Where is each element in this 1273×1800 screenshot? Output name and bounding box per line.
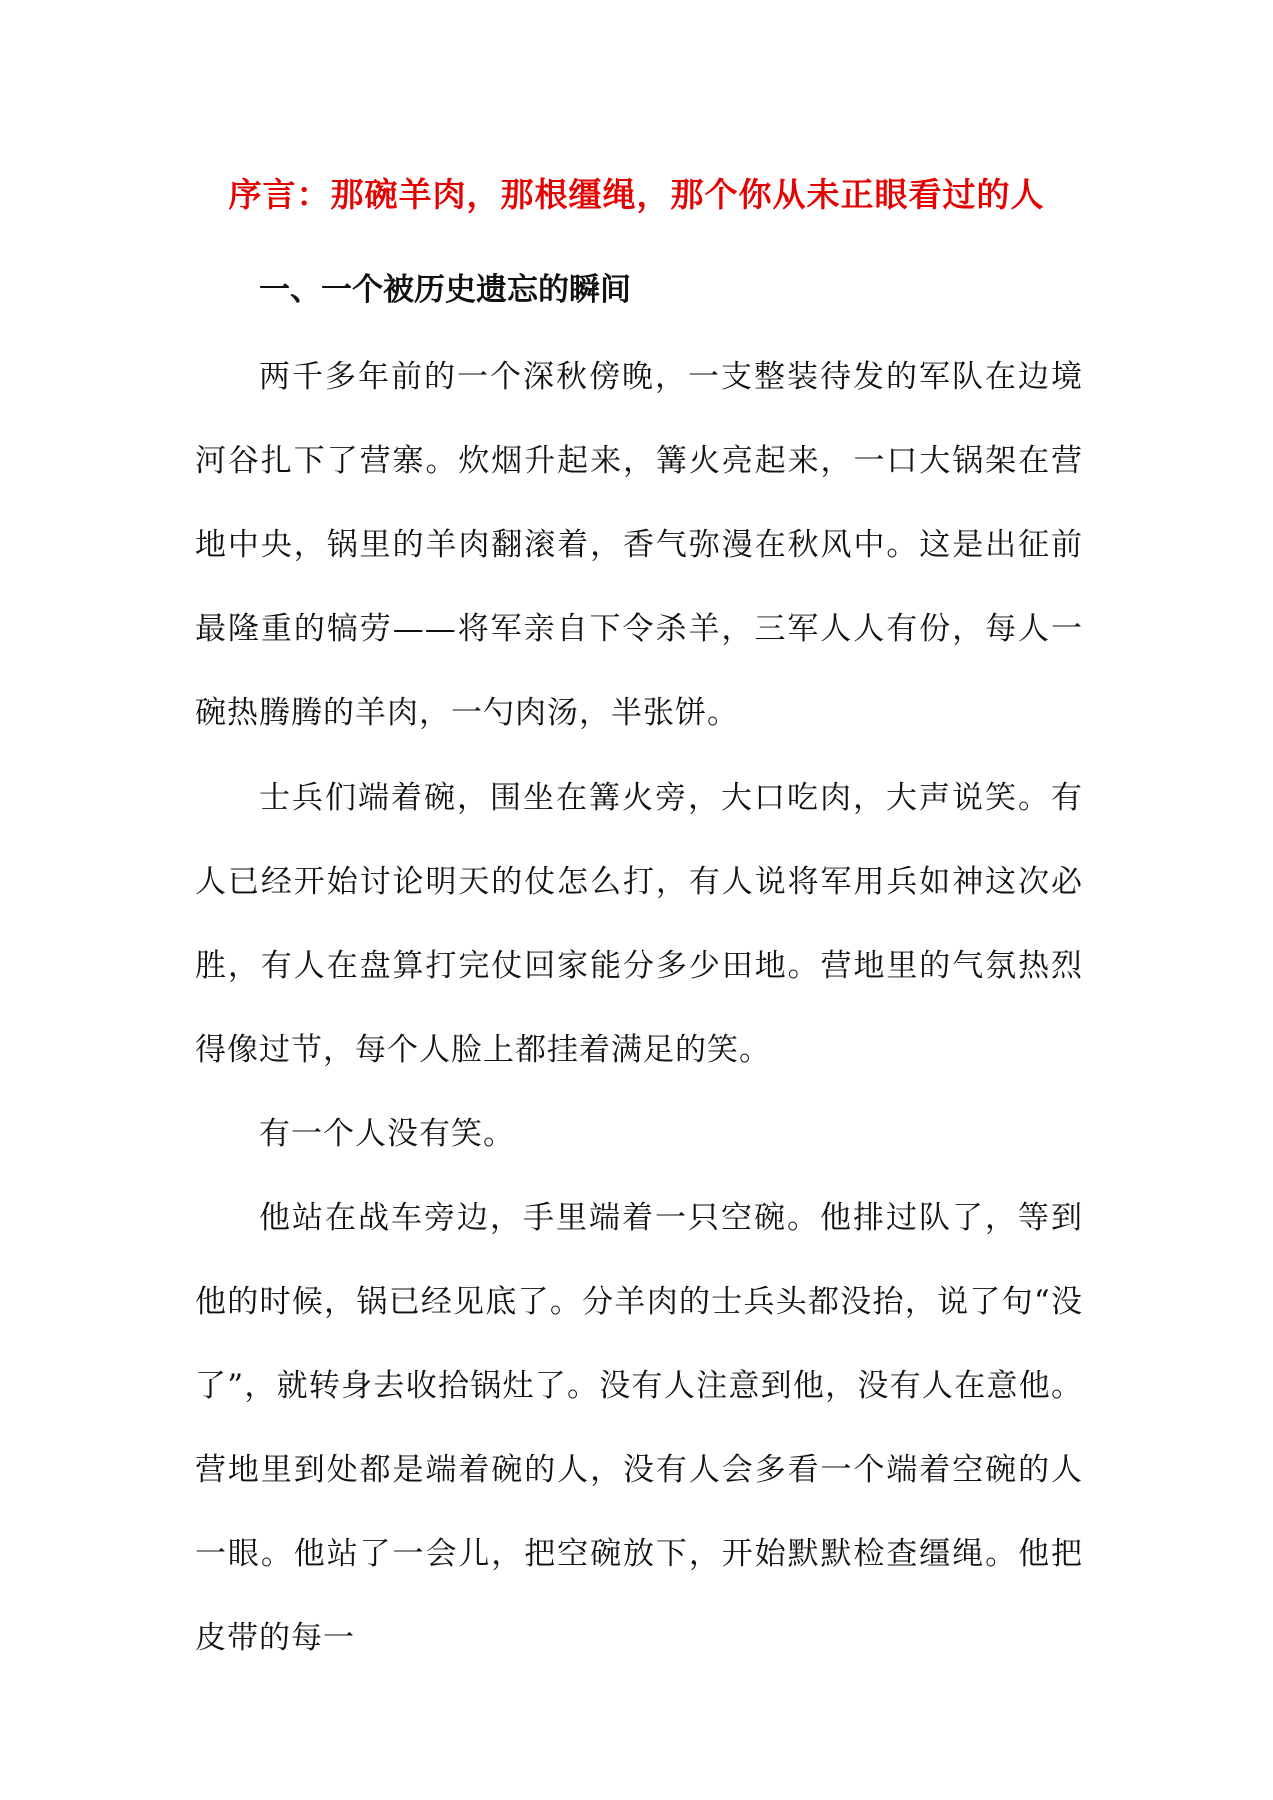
body-paragraph: 士兵们端着碗，围坐在篝火旁，大口吃肉，大声说笑。有人已经开始讨论明天的仗怎么打，有人说将军用兵如神这次必胜，有人在盘算打完仗回家能分多少田地。营地里的气氛热烈得像过节，每个人脸上都挂着满足的笑。 [195,780,1083,1068]
body-paragraph: 他站在战车旁边，手里端着一只空碗。他排过队了，等到他的时候，锅已经见底了。分羊肉的士兵头都没抬，说了句“没了”，就转身去收拾锅灶了。没有人注意到他，没有人在意他。营地里到处都是端着碗的人，没有人会多看一个端着空碗的人一眼。他站了一会儿，把空碗放下，开始默默检查缰绳。他把皮带的每一 [195,1200,1083,1656]
body-paragraph: 两千多年前的一个深秋傍晚，一支整装待发的军队在边境河谷扎下了营寨。炊烟升起来，篝火亮起来，一口大锅架在营地中央，锅里的羊肉翻滚着，香气弥漫在秋风中。这是出征前最隆重的犒劳——将军亲自下令杀羊，三军人人有份，每人一碗热腾腾的羊肉，一勺肉汤，半张饼。 [195,359,1083,731]
section-heading: 一、一个被历史遗忘的瞬间 [259,272,631,308]
body-paragraph: 有一个人没有笑。 [259,1116,515,1152]
document-title: 序言：那碗羊肉，那根缰绳，那个你从未正眼看过的人 [228,175,1045,214]
